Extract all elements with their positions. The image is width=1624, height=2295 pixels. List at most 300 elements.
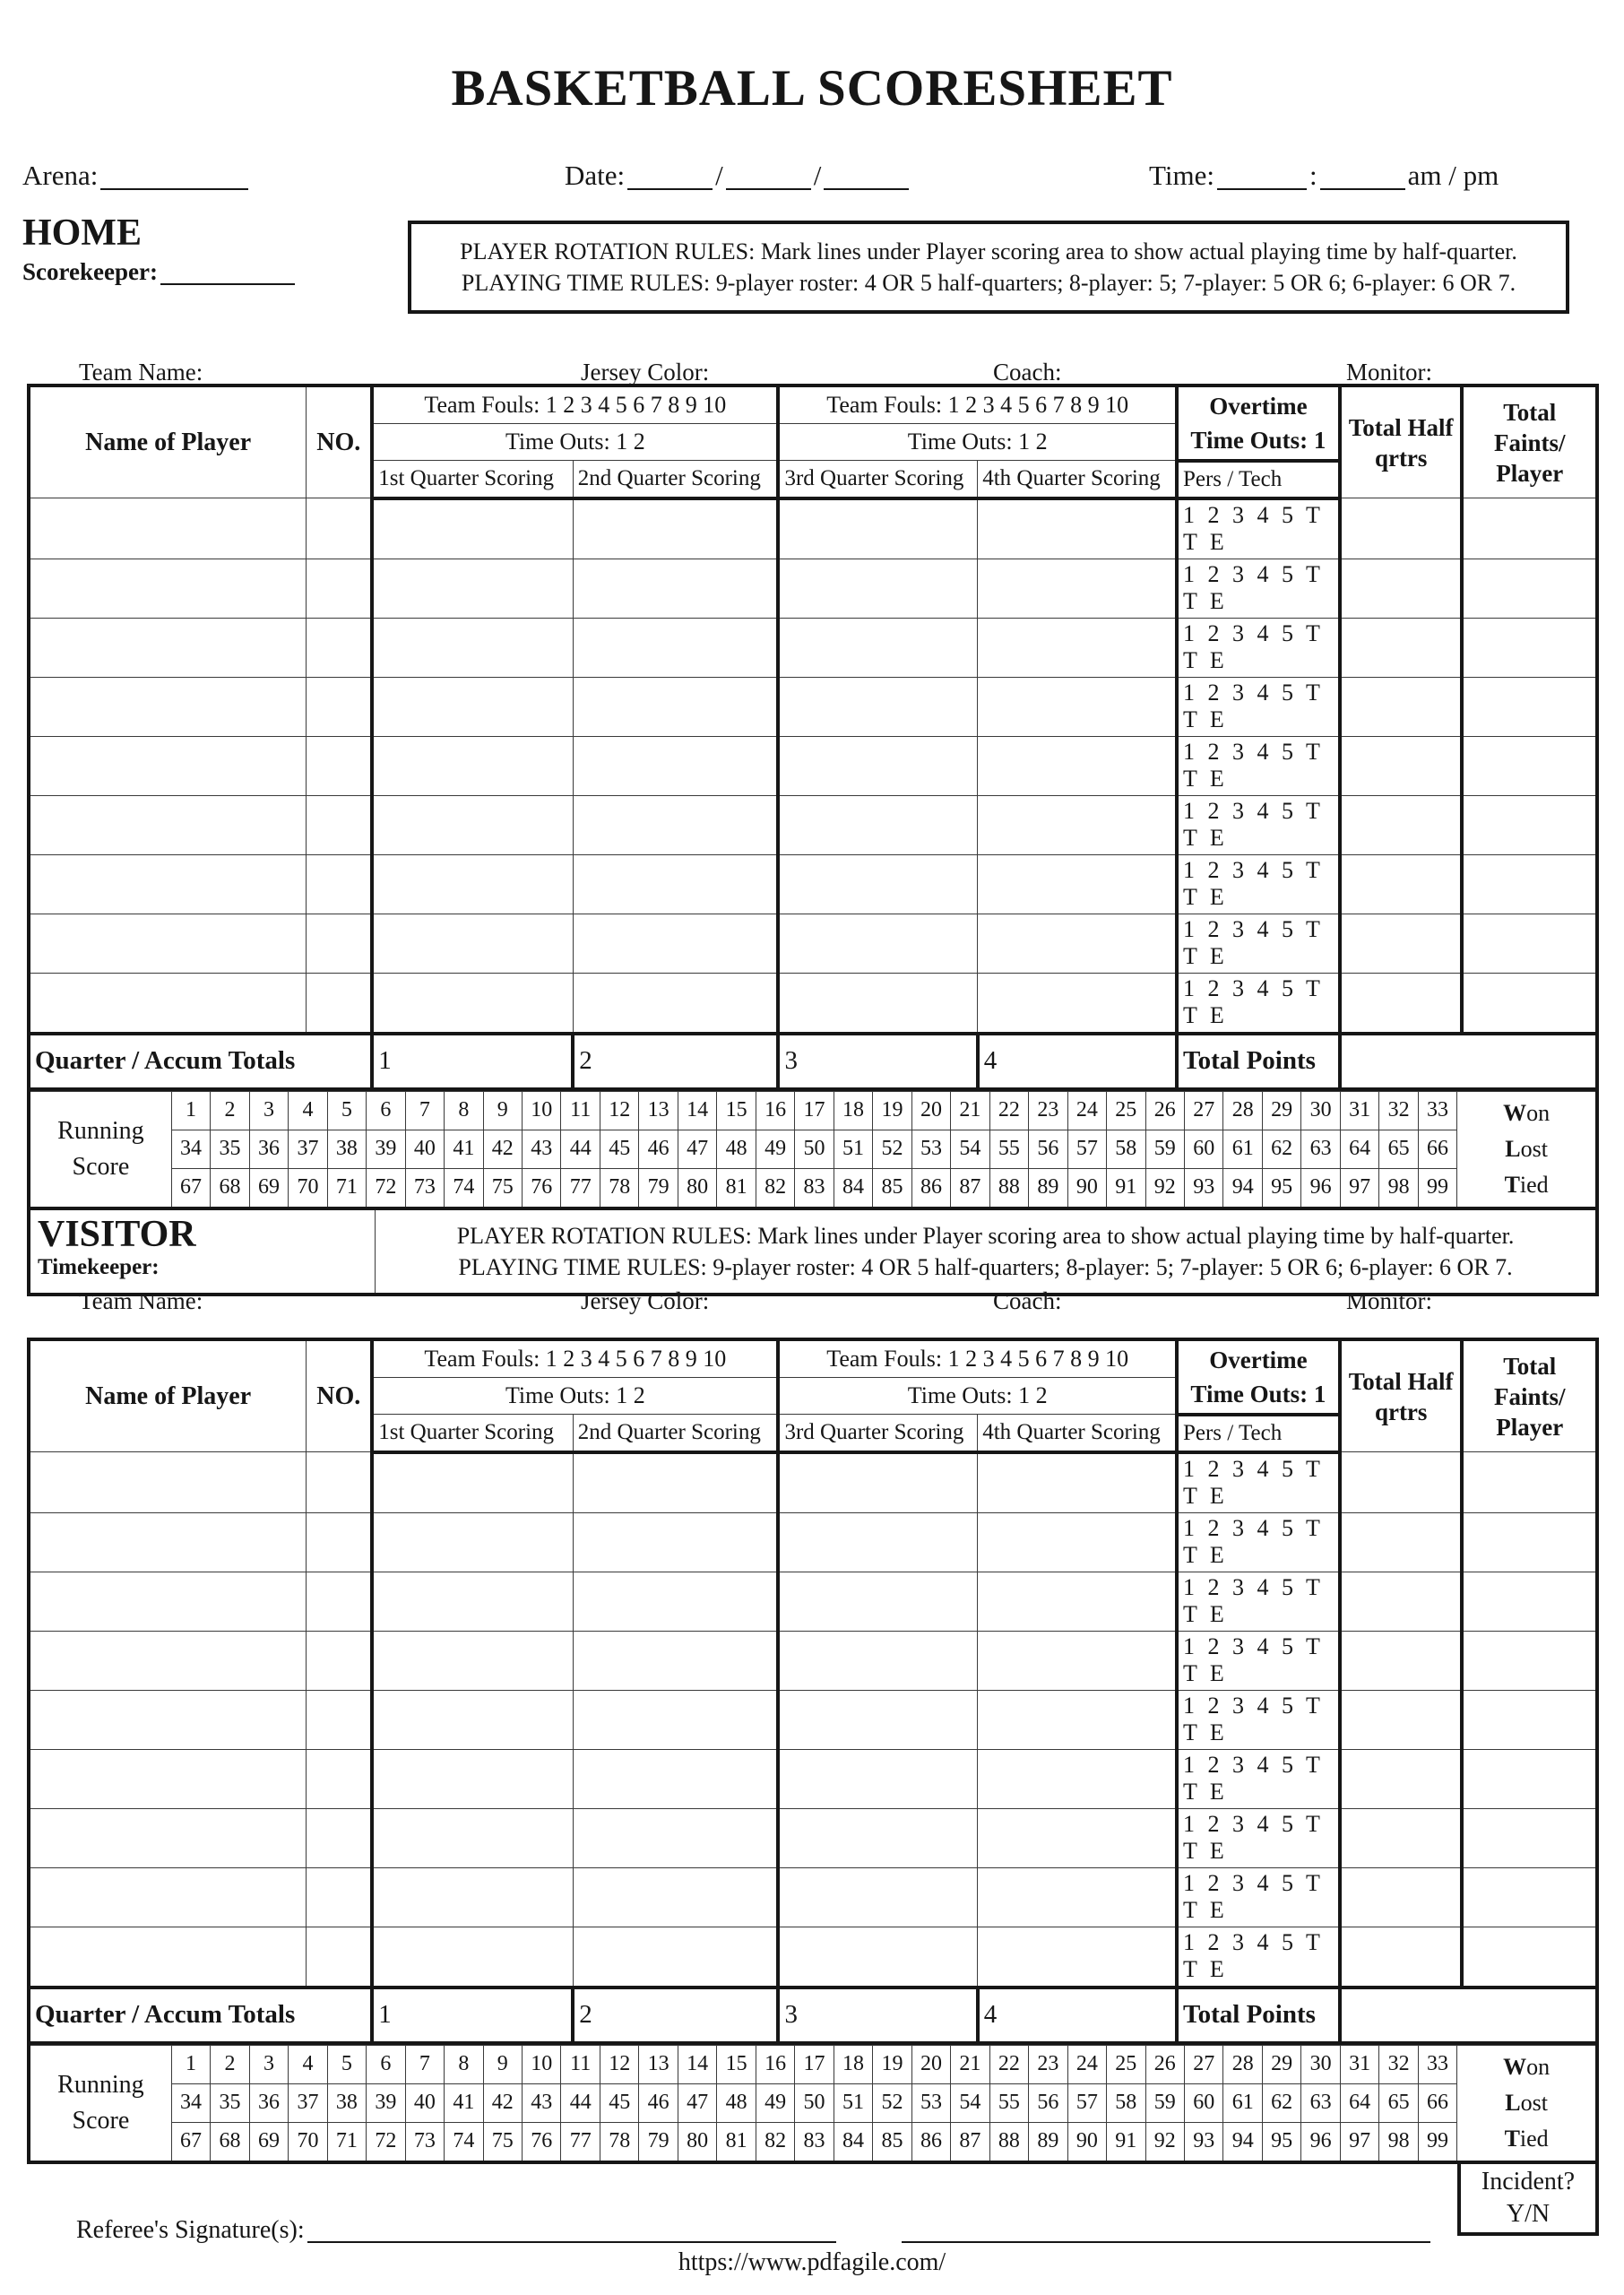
arena-field[interactable]	[100, 161, 248, 190]
running-score-cell[interactable]: 48	[717, 2083, 756, 2122]
timeouts-tracker-h1[interactable]: Time Outs: 1 2	[372, 424, 778, 461]
running-score-cell[interactable]: 79	[639, 1168, 678, 1208]
total-half-quarters-cell[interactable]	[1340, 854, 1462, 914]
total-half-quarters-cell[interactable]	[1340, 1749, 1462, 1808]
running-score-cell[interactable]: 86	[911, 2122, 950, 2162]
running-score-cell[interactable]: 95	[1262, 1168, 1300, 1208]
total-fouls-player-cell[interactable]	[1462, 854, 1597, 914]
q3-scoring-cell[interactable]	[778, 618, 977, 677]
running-score-cell[interactable]: 69	[249, 1168, 288, 1208]
running-score-cell[interactable]: 74	[445, 1168, 483, 1208]
player-name-cell[interactable]	[29, 498, 307, 559]
player-number-cell[interactable]	[307, 1808, 372, 1867]
running-score-cell[interactable]: 57	[1067, 2083, 1106, 2122]
running-score-cell[interactable]: 84	[834, 1168, 872, 1208]
running-score-cell[interactable]: 3	[249, 1091, 288, 1130]
running-score-cell[interactable]: 67	[171, 1168, 210, 1208]
total-half-quarters-cell[interactable]	[1340, 1867, 1462, 1927]
running-score-cell[interactable]: 59	[1145, 2083, 1184, 2122]
running-score-cell[interactable]: 90	[1067, 2122, 1106, 2162]
player-number-cell[interactable]	[307, 1927, 372, 1988]
q1-scoring-cell[interactable]	[372, 1808, 573, 1867]
incident-yn[interactable]: Y/N	[1506, 2199, 1551, 2228]
running-score-cell[interactable]: 10	[523, 2045, 561, 2083]
running-score-cell[interactable]: 32	[1379, 1091, 1418, 1130]
running-score-cell[interactable]: 20	[911, 1091, 950, 1130]
running-score-cell[interactable]: 94	[1223, 2122, 1262, 2162]
running-score-cell[interactable]: 55	[989, 2083, 1028, 2122]
personal-fouls-cell[interactable]: 1 2 3 4 5 T T E	[1177, 1927, 1340, 1988]
running-score-cell[interactable]: 36	[249, 1130, 288, 1168]
player-name-cell[interactable]	[29, 1808, 307, 1867]
running-score-cell[interactable]: 72	[367, 1168, 405, 1208]
running-score-cell[interactable]: 10	[523, 1091, 561, 1130]
time-minute-field[interactable]	[1320, 161, 1405, 190]
running-score-cell[interactable]: 28	[1223, 2045, 1262, 2083]
team-fouls-tracker-h1[interactable]: Team Fouls: 1 2 3 4 5 6 7 8 9 10	[372, 1339, 778, 1378]
running-score-cell[interactable]: 51	[834, 2083, 872, 2122]
running-score-cell[interactable]: 74	[445, 2122, 483, 2162]
running-score-cell[interactable]: 4	[289, 2045, 327, 2083]
q3-scoring-cell[interactable]	[778, 1452, 977, 1513]
running-score-cell[interactable]: 94	[1223, 1168, 1262, 1208]
running-score-cell[interactable]: 29	[1262, 2045, 1300, 2083]
running-score-cell[interactable]: 58	[1107, 1130, 1145, 1168]
running-score-cell[interactable]: 69	[249, 2122, 288, 2162]
running-score-cell[interactable]: 29	[1262, 1091, 1300, 1130]
q3-scoring-cell[interactable]	[778, 854, 977, 914]
running-score-cell[interactable]: 78	[600, 2122, 638, 2162]
running-score-cell[interactable]: 52	[873, 2083, 911, 2122]
running-score-cell[interactable]: 73	[405, 1168, 444, 1208]
team-fouls-tracker-h1[interactable]: Team Fouls: 1 2 3 4 5 6 7 8 9 10	[372, 385, 778, 424]
total-fouls-player-cell[interactable]	[1462, 1631, 1597, 1690]
q4-scoring-cell[interactable]	[978, 1927, 1177, 1988]
q1-total-cell[interactable]: 1	[372, 1988, 573, 2043]
timeouts-tracker-h1[interactable]: Time Outs: 1 2	[372, 1378, 778, 1415]
running-score-cell[interactable]: 6	[367, 2045, 405, 2083]
running-score-cell[interactable]: 85	[873, 2122, 911, 2162]
running-score-cell[interactable]: 5	[327, 1091, 366, 1130]
q3-scoring-cell[interactable]	[778, 1927, 977, 1988]
q1-scoring-cell[interactable]	[372, 498, 573, 559]
result-option[interactable]: Lost	[1505, 2089, 1548, 2116]
result-option[interactable]: Lost	[1505, 1135, 1548, 1162]
total-fouls-player-cell[interactable]	[1462, 1808, 1597, 1867]
player-number-cell[interactable]	[307, 1512, 372, 1572]
q2-scoring-cell[interactable]	[573, 1631, 778, 1690]
q4-scoring-cell[interactable]	[978, 618, 1177, 677]
running-score-cell[interactable]: 52	[873, 1130, 911, 1168]
total-fouls-player-cell[interactable]	[1462, 1452, 1597, 1513]
running-score-cell[interactable]: 44	[561, 2083, 600, 2122]
total-fouls-player-cell[interactable]	[1462, 1749, 1597, 1808]
running-score-cell[interactable]: 37	[289, 2083, 327, 2122]
q3-scoring-cell[interactable]	[778, 1512, 977, 1572]
running-score-cell[interactable]: 76	[523, 1168, 561, 1208]
running-score-cell[interactable]: 47	[678, 1130, 716, 1168]
running-score-cell[interactable]: 47	[678, 2083, 716, 2122]
q1-scoring-cell[interactable]	[372, 559, 573, 618]
running-score-cell[interactable]: 13	[639, 1091, 678, 1130]
running-score-cell[interactable]: 75	[483, 1168, 522, 1208]
personal-fouls-cell[interactable]: 1 2 3 4 5 T T E	[1177, 795, 1340, 854]
running-score-cell[interactable]: 53	[911, 1130, 950, 1168]
q1-scoring-cell[interactable]	[372, 914, 573, 973]
running-score-cell[interactable]: 63	[1301, 2083, 1340, 2122]
running-score-cell[interactable]: 99	[1418, 1168, 1456, 1208]
running-score-cell[interactable]: 9	[483, 1091, 522, 1130]
personal-fouls-cell[interactable]: 1 2 3 4 5 T T E	[1177, 498, 1340, 559]
running-score-cell[interactable]: 80	[678, 2122, 716, 2162]
total-half-quarters-cell[interactable]	[1340, 1512, 1462, 1572]
running-score-cell[interactable]: 36	[249, 2083, 288, 2122]
running-score-cell[interactable]: 90	[1067, 1168, 1106, 1208]
player-name-cell[interactable]	[29, 1867, 307, 1927]
running-score-cell[interactable]: 79	[639, 2122, 678, 2162]
running-score-cell[interactable]: 18	[834, 2045, 872, 2083]
total-fouls-player-cell[interactable]	[1462, 736, 1597, 795]
running-score-cell[interactable]: 22	[989, 2045, 1028, 2083]
running-score-cell[interactable]: 6	[367, 1091, 405, 1130]
running-score-cell[interactable]: 37	[289, 1130, 327, 1168]
running-score-cell[interactable]: 12	[600, 1091, 638, 1130]
running-score-cell[interactable]: 58	[1107, 2083, 1145, 2122]
running-score-cell[interactable]: 66	[1418, 1130, 1456, 1168]
running-score-cell[interactable]: 32	[1379, 2045, 1418, 2083]
running-score-cell[interactable]: 42	[483, 1130, 522, 1168]
referee-signature-field-2[interactable]	[902, 2214, 1430, 2243]
running-score-cell[interactable]: 17	[795, 1091, 834, 1130]
q3-scoring-cell[interactable]	[778, 1631, 977, 1690]
running-score-cell[interactable]: 88	[989, 1168, 1028, 1208]
running-score-cell[interactable]: 60	[1184, 2083, 1222, 2122]
date-year-field[interactable]	[824, 161, 909, 190]
q1-total-cell[interactable]: 1	[372, 1034, 573, 1089]
running-score-cell[interactable]: 64	[1340, 2083, 1378, 2122]
running-score-cell[interactable]: 35	[211, 2083, 249, 2122]
running-score-cell[interactable]: 96	[1301, 2122, 1340, 2162]
q1-scoring-cell[interactable]	[372, 1512, 573, 1572]
total-half-quarters-cell[interactable]	[1340, 973, 1462, 1034]
q4-scoring-cell[interactable]	[978, 973, 1177, 1034]
total-half-quarters-cell[interactable]	[1340, 795, 1462, 854]
total-half-quarters-cell[interactable]	[1340, 677, 1462, 736]
running-score-cell[interactable]: 66	[1418, 2083, 1456, 2122]
running-score-cell[interactable]: 24	[1067, 2045, 1106, 2083]
running-score-cell[interactable]: 89	[1029, 1168, 1067, 1208]
result-option[interactable]: Won	[1503, 1099, 1551, 1126]
q3-scoring-cell[interactable]	[778, 677, 977, 736]
player-number-cell[interactable]	[307, 498, 372, 559]
running-score-cell[interactable]: 50	[795, 1130, 834, 1168]
running-score-cell[interactable]: 42	[483, 2083, 522, 2122]
q4-scoring-cell[interactable]	[978, 1572, 1177, 1631]
q3-scoring-cell[interactable]	[778, 1867, 977, 1927]
time-hour-field[interactable]	[1217, 161, 1307, 190]
running-score-cell[interactable]: 19	[873, 1091, 911, 1130]
running-score-cell[interactable]: 38	[327, 2083, 366, 2122]
running-score-cell[interactable]: 31	[1340, 1091, 1378, 1130]
q3-scoring-cell[interactable]	[778, 1808, 977, 1867]
running-score-cell[interactable]: 8	[445, 2045, 483, 2083]
running-score-cell[interactable]: 84	[834, 2122, 872, 2162]
running-score-cell[interactable]: 23	[1029, 1091, 1067, 1130]
q3-scoring-cell[interactable]	[778, 736, 977, 795]
q4-scoring-cell[interactable]	[978, 795, 1177, 854]
q1-scoring-cell[interactable]	[372, 1631, 573, 1690]
incident-box[interactable]	[1457, 2164, 1599, 2236]
personal-fouls-cell[interactable]: 1 2 3 4 5 T T E	[1177, 1690, 1340, 1749]
running-score-cell[interactable]: 92	[1145, 1168, 1184, 1208]
player-number-cell[interactable]	[307, 559, 372, 618]
q1-scoring-cell[interactable]	[372, 1452, 573, 1513]
running-score-cell[interactable]: 1	[171, 1091, 210, 1130]
running-score-cell[interactable]: 65	[1379, 2083, 1418, 2122]
running-score-cell[interactable]: 40	[405, 2083, 444, 2122]
result-option[interactable]: Tied	[1504, 1171, 1549, 1198]
running-score-cell[interactable]: 41	[445, 2083, 483, 2122]
running-score-cell[interactable]: 22	[989, 1091, 1028, 1130]
total-fouls-player-cell[interactable]	[1462, 498, 1597, 559]
q4-scoring-cell[interactable]	[978, 498, 1177, 559]
total-half-quarters-cell[interactable]	[1340, 1927, 1462, 1988]
running-score-cell[interactable]: 76	[523, 2122, 561, 2162]
personal-fouls-cell[interactable]: 1 2 3 4 5 T T E	[1177, 854, 1340, 914]
player-name-cell[interactable]	[29, 736, 307, 795]
q2-scoring-cell[interactable]	[573, 1512, 778, 1572]
q3-scoring-cell[interactable]	[778, 498, 977, 559]
player-name-cell[interactable]	[29, 1631, 307, 1690]
q1-scoring-cell[interactable]	[372, 1690, 573, 1749]
total-half-quarters-cell[interactable]	[1340, 1452, 1462, 1513]
personal-fouls-cell[interactable]: 1 2 3 4 5 T T E	[1177, 1749, 1340, 1808]
q4-scoring-cell[interactable]	[978, 1452, 1177, 1513]
result-option[interactable]: Tied	[1504, 2125, 1549, 2152]
running-score-cell[interactable]: 96	[1301, 1168, 1340, 1208]
q1-scoring-cell[interactable]	[372, 736, 573, 795]
running-score-cell[interactable]: 21	[951, 1091, 989, 1130]
running-score-cell[interactable]: 45	[600, 1130, 638, 1168]
running-score-cell[interactable]: 44	[561, 1130, 600, 1168]
running-score-cell[interactable]: 51	[834, 1130, 872, 1168]
personal-fouls-cell[interactable]: 1 2 3 4 5 T T E	[1177, 914, 1340, 973]
total-half-quarters-cell[interactable]	[1340, 618, 1462, 677]
player-name-cell[interactable]	[29, 1749, 307, 1808]
running-score-cell[interactable]: 87	[951, 1168, 989, 1208]
running-score-cell[interactable]: 25	[1107, 2045, 1145, 2083]
running-score-cell[interactable]: 30	[1301, 1091, 1340, 1130]
running-score-cell[interactable]: 86	[911, 1168, 950, 1208]
q4-scoring-cell[interactable]	[978, 1808, 1177, 1867]
running-score-cell[interactable]: 8	[445, 1091, 483, 1130]
total-half-quarters-cell[interactable]	[1340, 736, 1462, 795]
running-score-cell[interactable]: 54	[951, 2083, 989, 2122]
q4-scoring-cell[interactable]	[978, 736, 1177, 795]
player-number-cell[interactable]	[307, 618, 372, 677]
player-name-cell[interactable]	[29, 973, 307, 1034]
running-score-cell[interactable]: 38	[327, 1130, 366, 1168]
running-score-cell[interactable]: 56	[1029, 2083, 1067, 2122]
running-score-cell[interactable]: 98	[1379, 2122, 1418, 2162]
q3-scoring-cell[interactable]	[778, 973, 977, 1034]
q2-scoring-cell[interactable]	[573, 1749, 778, 1808]
result-option[interactable]: Won	[1503, 2053, 1551, 2080]
date-day-field[interactable]	[726, 161, 811, 190]
player-name-cell[interactable]	[29, 1452, 307, 1513]
total-points-cell[interactable]	[1340, 1034, 1597, 1089]
player-number-cell[interactable]	[307, 1690, 372, 1749]
running-score-cell[interactable]: 14	[678, 2045, 716, 2083]
total-half-quarters-cell[interactable]	[1340, 1631, 1462, 1690]
q4-total-cell[interactable]: 4	[978, 1988, 1177, 2043]
player-name-cell[interactable]	[29, 1512, 307, 1572]
q2-scoring-cell[interactable]	[573, 498, 778, 559]
total-fouls-player-cell[interactable]	[1462, 677, 1597, 736]
running-score-cell[interactable]: 11	[561, 1091, 600, 1130]
q1-scoring-cell[interactable]	[372, 1927, 573, 1988]
running-score-cell[interactable]: 39	[367, 1130, 405, 1168]
total-fouls-player-cell[interactable]	[1462, 1690, 1597, 1749]
running-score-cell[interactable]: 33	[1418, 1091, 1456, 1130]
running-score-cell[interactable]: 43	[523, 1130, 561, 1168]
personal-fouls-cell[interactable]: 1 2 3 4 5 T T E	[1177, 1512, 1340, 1572]
player-number-cell[interactable]	[307, 1631, 372, 1690]
personal-fouls-cell[interactable]: 1 2 3 4 5 T T E	[1177, 973, 1340, 1034]
running-score-cell[interactable]: 53	[911, 2083, 950, 2122]
running-score-cell[interactable]: 7	[405, 2045, 444, 2083]
running-score-cell[interactable]: 77	[561, 1168, 600, 1208]
running-score-cell[interactable]: 89	[1029, 2122, 1067, 2162]
running-score-cell[interactable]: 35	[211, 1130, 249, 1168]
player-name-cell[interactable]	[29, 677, 307, 736]
q4-scoring-cell[interactable]	[978, 1690, 1177, 1749]
total-half-quarters-cell[interactable]	[1340, 914, 1462, 973]
q2-scoring-cell[interactable]	[573, 1452, 778, 1513]
running-score-cell[interactable]: 31	[1340, 2045, 1378, 2083]
total-fouls-player-cell[interactable]	[1462, 914, 1597, 973]
total-half-quarters-cell[interactable]	[1340, 1690, 1462, 1749]
running-score-cell[interactable]: 92	[1145, 2122, 1184, 2162]
q3-total-cell[interactable]: 3	[778, 1988, 977, 2043]
running-score-cell[interactable]: 68	[211, 2122, 249, 2162]
player-name-cell[interactable]	[29, 1927, 307, 1988]
timeouts-tracker-h2[interactable]: Time Outs: 1 2	[778, 424, 1176, 461]
player-name-cell[interactable]	[29, 559, 307, 618]
running-score-cell[interactable]: 23	[1029, 2045, 1067, 2083]
q2-scoring-cell[interactable]	[573, 1927, 778, 1988]
total-fouls-player-cell[interactable]	[1462, 618, 1597, 677]
q4-scoring-cell[interactable]	[978, 1512, 1177, 1572]
q3-scoring-cell[interactable]	[778, 795, 977, 854]
personal-fouls-cell[interactable]: 1 2 3 4 5 T T E	[1177, 736, 1340, 795]
q1-scoring-cell[interactable]	[372, 973, 573, 1034]
q2-scoring-cell[interactable]	[573, 973, 778, 1034]
q2-total-cell[interactable]: 2	[573, 1034, 778, 1089]
q3-scoring-cell[interactable]	[778, 1690, 977, 1749]
personal-fouls-cell[interactable]: 1 2 3 4 5 T T E	[1177, 1452, 1340, 1513]
player-number-cell[interactable]	[307, 854, 372, 914]
total-fouls-player-cell[interactable]	[1462, 1572, 1597, 1631]
total-fouls-player-cell[interactable]	[1462, 1867, 1597, 1927]
q3-scoring-cell[interactable]	[778, 559, 977, 618]
running-score-cell[interactable]: 46	[639, 1130, 678, 1168]
player-name-cell[interactable]	[29, 618, 307, 677]
running-score-cell[interactable]: 81	[717, 1168, 756, 1208]
running-score-cell[interactable]: 15	[717, 2045, 756, 2083]
q3-total-cell[interactable]: 3	[778, 1034, 977, 1089]
q2-scoring-cell[interactable]	[573, 1867, 778, 1927]
running-score-cell[interactable]: 81	[717, 2122, 756, 2162]
date-month-field[interactable]	[627, 161, 713, 190]
running-score-cell[interactable]: 67	[171, 2122, 210, 2162]
running-score-cell[interactable]: 28	[1223, 1091, 1262, 1130]
running-score-cell[interactable]: 68	[211, 1168, 249, 1208]
running-score-cell[interactable]: 54	[951, 1130, 989, 1168]
player-name-cell[interactable]	[29, 1690, 307, 1749]
q3-scoring-cell[interactable]	[778, 914, 977, 973]
running-score-cell[interactable]: 64	[1340, 1130, 1378, 1168]
running-score-cell[interactable]: 27	[1184, 1091, 1222, 1130]
personal-fouls-cell[interactable]: 1 2 3 4 5 T T E	[1177, 559, 1340, 618]
player-number-cell[interactable]	[307, 677, 372, 736]
q2-scoring-cell[interactable]	[573, 1572, 778, 1631]
total-half-quarters-cell[interactable]	[1340, 1572, 1462, 1631]
q2-scoring-cell[interactable]	[573, 677, 778, 736]
personal-fouls-cell[interactable]: 1 2 3 4 5 T T E	[1177, 1808, 1340, 1867]
running-score-cell[interactable]: 18	[834, 1091, 872, 1130]
running-score-cell[interactable]: 88	[989, 2122, 1028, 2162]
running-score-cell[interactable]: 24	[1067, 1091, 1106, 1130]
running-score-cell[interactable]: 3	[249, 2045, 288, 2083]
q2-total-cell[interactable]: 2	[573, 1988, 778, 2043]
running-score-cell[interactable]: 56	[1029, 1130, 1067, 1168]
running-score-cell[interactable]: 16	[756, 2045, 794, 2083]
running-score-cell[interactable]: 1	[171, 2045, 210, 2083]
running-score-cell[interactable]: 48	[717, 1130, 756, 1168]
player-name-cell[interactable]	[29, 795, 307, 854]
running-score-cell[interactable]: 98	[1379, 1168, 1418, 1208]
result-selector[interactable]	[1457, 1091, 1597, 1208]
q1-scoring-cell[interactable]	[372, 1749, 573, 1808]
total-fouls-player-cell[interactable]	[1462, 795, 1597, 854]
q4-scoring-cell[interactable]	[978, 1631, 1177, 1690]
running-score-cell[interactable]: 91	[1107, 1168, 1145, 1208]
running-score-cell[interactable]: 16	[756, 1091, 794, 1130]
running-score-cell[interactable]: 46	[639, 2083, 678, 2122]
q2-scoring-cell[interactable]	[573, 1690, 778, 1749]
total-fouls-player-cell[interactable]	[1462, 1927, 1597, 1988]
running-score-cell[interactable]: 17	[795, 2045, 834, 2083]
total-fouls-player-cell[interactable]	[1462, 1512, 1597, 1572]
running-score-cell[interactable]: 4	[289, 1091, 327, 1130]
running-score-cell[interactable]: 11	[561, 2045, 600, 2083]
running-score-cell[interactable]: 55	[989, 1130, 1028, 1168]
player-number-cell[interactable]	[307, 1749, 372, 1808]
q2-scoring-cell[interactable]	[573, 795, 778, 854]
running-score-cell[interactable]: 21	[951, 2045, 989, 2083]
running-score-cell[interactable]: 7	[405, 1091, 444, 1130]
q1-scoring-cell[interactable]	[372, 618, 573, 677]
player-number-cell[interactable]	[307, 736, 372, 795]
scorekeeper-field[interactable]	[160, 256, 295, 285]
running-score-cell[interactable]: 12	[600, 2045, 638, 2083]
q4-scoring-cell[interactable]	[978, 914, 1177, 973]
total-half-quarters-cell[interactable]	[1340, 498, 1462, 559]
running-score-cell[interactable]: 39	[367, 2083, 405, 2122]
running-score-cell[interactable]: 25	[1107, 1091, 1145, 1130]
running-score-cell[interactable]: 14	[678, 1091, 716, 1130]
